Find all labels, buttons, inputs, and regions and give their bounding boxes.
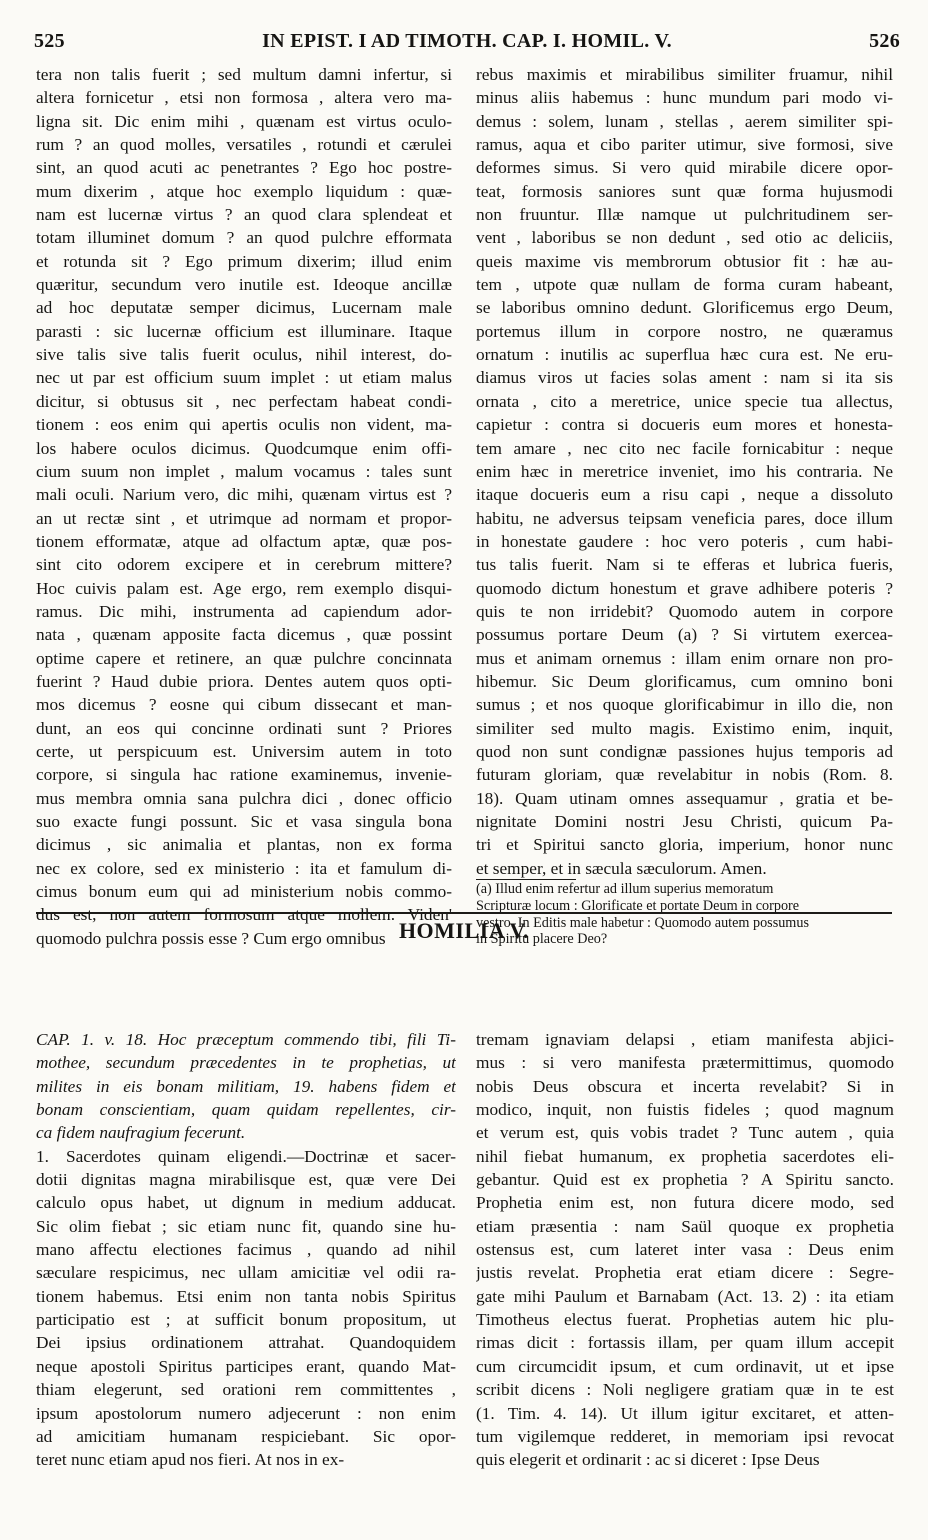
text-line: mus et animam ornemus : illam enim ornare non pro- <box>476 648 893 668</box>
text-line: mothee, secundum præcedentes in te prophetias, ut <box>36 1053 456 1073</box>
text-line: in honestate gaudere : hoc vero poteris , cum habi- <box>476 531 893 551</box>
text-line: milites in eis bonam militiam, 19. habens fidem et <box>36 1076 456 1096</box>
text-line: tem amare , nec cito nec facile fornicabitur : neque <box>476 438 893 458</box>
text-line: enim hæc in meretrice inveniet, imo his contraria. Ne <box>476 461 893 481</box>
text-line: cum circumcidit ipsum, et cum ordinavit, ut et ipse <box>476 1356 894 1376</box>
text-line: tem , utpote quæ nullam de forma curam habeant, <box>476 275 893 295</box>
text-line: possumus portare Deum (a) ? Si virtutem exercea- <box>476 625 893 645</box>
text-line: totam illuminet domum ? an quod pulchre efformata <box>36 228 452 248</box>
text-line: cimus bonum eum qui ad ministerium nobis commo- <box>36 882 452 902</box>
text-line: ramus, aqua et cibo pariter utimur, sive formosi, sive <box>476 135 893 155</box>
text-line: dicitur, si obtusus sit , nec perfectam habeat condi- <box>36 391 452 411</box>
text-line: neque apostoli Spiritus participes erant, quando Mat- <box>36 1356 456 1376</box>
text-line: nata , quænam apposite facta dicemus , quæ possint <box>36 625 452 645</box>
text-line: calculo opus habet, ut dignum in medium adducat. <box>36 1193 456 1213</box>
text-line: CAP. 1. v. 18. Hoc præceptum commendo tibi, fili Ti- <box>36 1030 456 1049</box>
page-number-left: 525 <box>34 30 65 52</box>
text-line: ca fidem naufragium fecerunt. <box>36 1123 246 1143</box>
text-line: teat, formosis saniores sunt quæ forma hujusmodi <box>476 181 893 201</box>
text-line: thiam elegerunt, sed orationi rem committentes , <box>36 1380 456 1400</box>
column-bottom-right <box>476 1028 894 1472</box>
text-line: et rotunda sit ? Ego primum dixerim; illud enim <box>36 251 452 271</box>
text-line: tremam ignaviam delapsi , etiam manifesta abjici- <box>476 1030 894 1049</box>
text-line: minus aliis habemus : hunc mundum pari modo vi- <box>476 88 893 108</box>
text-line: diamus viros ut facies solas ament : nam si ita sis <box>476 368 893 388</box>
column-top-right <box>476 63 893 880</box>
text-line: nihil fiebat humanum, ex prophetia sacerdotes eli- <box>476 1146 894 1166</box>
text-line: fuerint ? Haud dubie priora. Dentes autem quos opti- <box>36 671 452 691</box>
text-line: se laboribus omnino dedunt. Glorificemus ergo Deum, <box>476 298 893 318</box>
text-line: quis elegerit et ordinarit : ac si diceret : Ipse Deus <box>476 1450 820 1470</box>
text-line: ligna sit. Dic enim mihi , quænam est virtus oculo- <box>36 111 452 131</box>
text-line: sæculare respicimus, nec ullam amicitiæ vel odii ra- <box>36 1263 456 1283</box>
text-line: similiter sed multo magis. Existimo enim, inquit, <box>476 718 893 738</box>
text-line: Timotheus electus fuerat. Prophetias autem hic plu- <box>476 1310 894 1330</box>
text-line: suo exacte fungi possunt. Sic et vasa singula bona <box>36 812 452 831</box>
text-line: dicimus , sic animalia et plantas, non ex forma <box>36 835 452 855</box>
text-line: sint cito odorem excipere et in cerebrum mittere? <box>36 555 452 575</box>
text-line: deformes simus. Si vero quid mirabile dicere opor- <box>476 158 893 178</box>
footnote-line: in Spiritu placere Deo? <box>476 931 608 948</box>
text-line: sint, an quod acuti ac penetrantes ? Ego hoc postre- <box>36 158 452 178</box>
text-line: mano affectu electiones facimus , quando ad nihil <box>36 1240 456 1260</box>
text-line: Prophetia enim est, non futura dicere modo, sed <box>476 1193 894 1213</box>
text-line: cium suum non implet , malum vocamus : tales sunt <box>36 461 452 481</box>
text-line: Sic olim fiebat ; sic etiam nunc fit, quando sine hu- <box>36 1216 456 1236</box>
text-line: certe, ut perspicuum est. Universim autem in toto <box>36 741 452 761</box>
text-line: altera fornicetur , etsi non formosa , altera vero ma- <box>36 88 452 108</box>
text-line: dotii dignitas magna mirabilisque est, quæ vere Dei <box>36 1170 456 1190</box>
text-line: tum vigilemque redderet, in memoriam ipsi revocat <box>476 1426 894 1446</box>
text-line: sive talis sive talis fuerit oculus, nihil interest, do- <box>36 345 452 365</box>
text-line: mali oculi. Narium vero, dic mihi, quænam virtus est ? <box>36 485 452 505</box>
text-line: queis maxime vis membrorum obtusior fit : hæ au- <box>476 251 893 271</box>
running-header <box>34 30 900 62</box>
text-line: rum ? an quod molles, versatiles , rotundi et cærulei <box>36 135 452 155</box>
text-line: an ut rectæ sint , et utrimque ad normam et propor- <box>36 508 452 528</box>
text-line: Dei ipsius ordinationem attrahat. Quandoquidem <box>36 1333 456 1353</box>
text-line: ornatum : inutilis ac superflua hæc cura est. Ne eru- <box>476 345 893 365</box>
text-line: tionem habemus. Etsi enim non tanta nobis Spiritus <box>36 1286 456 1306</box>
footnote-line: vestro. In Editis male habetur : Quomodo autem possumus <box>476 914 809 931</box>
text-line: optime capere et retinere, an quæ pulchre concinnata <box>36 648 452 668</box>
page-number-right: 526 <box>869 30 900 52</box>
text-line: futuram gloriam, quæ revelabitur in nobis (Rom. 8. <box>476 765 893 785</box>
text-line: mos dicemus ? eosne qui cibum dissecant et man- <box>36 695 452 715</box>
column-top-left <box>36 63 452 950</box>
text-line: ad amicitiam humanam respiciebant. Sic opor- <box>36 1426 456 1446</box>
text-line: Hoc cuivis palam est. Age ergo, rem exemplo disqui- <box>36 578 452 598</box>
text-line: parasti : sic lucernæ officium est illuminare. Itaque <box>36 321 452 341</box>
text-line: quomodo dictum honestum et grave adhibere poteris ? <box>476 578 893 598</box>
text-line: ipsum apostolorum numero adjecerunt : non enim <box>36 1403 456 1423</box>
text-line: tionem : eos enim qui apertis oculis non vident, ma- <box>36 415 452 435</box>
text-line: los habere oculos dicimus. Quodcumque enim offi- <box>36 438 452 458</box>
text-line: nignitate Domini nostri Jesu Christi, quicum Pa- <box>476 812 893 831</box>
text-line: quis te non irridebit? Quomodo autem in corpore <box>476 601 893 621</box>
text-line: nec ut par est officium suum implet : ut etiam malus <box>36 368 452 388</box>
text-line: gebantur. Quid est ex prophetia ? A Spiritu sancto. <box>476 1170 894 1190</box>
text-line: capietur : contra si docueris eum mores et honesta- <box>476 415 893 435</box>
footnote-line: Scripturæ locum : Glorificate et portate Deum in corpore <box>476 897 800 914</box>
text-line: participatio est ; at sufficit bonum propositum, ut <box>36 1310 456 1330</box>
text-line: (1. Tim. 4. 14). Ut illum igitur excitaret, et atten- <box>476 1403 894 1423</box>
text-line: et verum est, quis vobis tradet ? Tunc autem , quia <box>476 1123 894 1143</box>
text-line: tus talis fuerit. Nam si te efferas et lubrica fueris, <box>476 555 893 575</box>
text-line: portemus illum in corpore nostro, ne quæramus <box>476 321 893 341</box>
text-line: teret nunc etiam apud nos fieri. At nos in ex- <box>36 1450 345 1470</box>
text-line: tionem efformatæ, atque ad olfactum aptæ, quæ pos- <box>36 531 452 551</box>
text-line: nam est lucernæ virtus ? an quod clara splendeat et <box>36 205 452 225</box>
text-line: bonam conscientiam, quam quidam repellentes, cir- <box>36 1100 456 1120</box>
text-line: nobis Deus obscura et incerta revelabit? Si in <box>476 1076 894 1096</box>
text-line: 1. Sacerdotes quinam eligendi.—Doctrinæ et sacer- <box>36 1146 456 1166</box>
text-line: hibemur. Sic Deum glorificamus, cum omnino boni <box>476 671 893 691</box>
running-title: IN EPIST. I AD TIMOTH. CAP. I. HOMIL. V. <box>262 30 672 52</box>
text-line: rebus maximis et mirabilibus similiter fruamur, nihil <box>476 65 893 84</box>
text-line: ornata , cito a meretrice, unice specie tua allectus, <box>476 391 893 411</box>
text-line: ramus. Dic mihi, instrumenta ad capiendum ador- <box>36 601 452 621</box>
homily-title: HOMILIA V. <box>398 918 530 943</box>
text-line: tri et Spiritui sancto gloria, imperium, honor nunc <box>476 835 893 855</box>
text-line: quæritur, secundum vero inutile est. Ideoque ancillæ <box>36 275 452 295</box>
text-line: itaque docueris eum a risu capi , neque a dissoluto <box>476 485 893 505</box>
text-line: habitu, ne adversus teipsam veneficia pares, doce illum <box>476 508 893 528</box>
column-bottom-left <box>36 1028 456 1472</box>
footnote-line: (a) Illud enim refertur ad illum superius memoratum <box>476 881 774 897</box>
text-line: mus membra omnia sana pulchra dici , donec officio <box>36 788 452 808</box>
text-line: nec ex colore, sed ex ministerio : ita et famulum di- <box>36 858 452 878</box>
text-line: scribit dicens : Noli negligere gratiam quæ in te est <box>476 1380 894 1400</box>
text-line: demus : solem, lunam , stellas , aerem similiter spi- <box>476 111 893 131</box>
text-line: 18). Quam utinam omnes assequamur , gratia et be- <box>476 788 893 808</box>
text-line: tera non talis fuerit ; sed multum damni infertur, si <box>36 65 452 84</box>
text-line: non fruuntur. Illæ namque ut pulchritudinem ser- <box>476 205 893 225</box>
text-line: mus : si vero manifesta prætermittimus, quomodo <box>476 1053 894 1073</box>
footnote-rule <box>476 879 576 880</box>
text-line: et semper, et in sæcula sæculorum. Amen. <box>476 858 767 878</box>
text-line: justis revelat. Prophetia erat etiam dicere : Segre- <box>476 1263 894 1283</box>
section-divider <box>36 912 892 914</box>
text-line: sumus ; et nos quoque glorificabimur in illo die, non <box>476 695 893 715</box>
text-line: vent , laboribus se non dedunt , sed otio ac deliciis, <box>476 228 893 248</box>
text-line: mum dixerim , atque hoc exemplo liquidum : quæ- <box>36 181 452 201</box>
text-line: ad hoc deputatæ semper dicimus, Lucernam male <box>36 298 452 318</box>
text-line: modico, inquit, non fuistis fideles ; quod magnum <box>476 1100 894 1120</box>
text-line: quod non sunt condignæ passiones hujus temporis ad <box>476 741 893 761</box>
text-line: etiam præsentia : nam Saül quoque ex prophetia <box>476 1216 894 1236</box>
text-line: dunt, an eos qui concinne ordinati sunt ? Priores <box>36 718 452 738</box>
text-line: dus est, non autem formosum atque mollem. Viden' <box>36 905 452 925</box>
text-line: quomodo pulchra possis esse ? Cum ergo omnibus <box>36 928 386 948</box>
text-line: gate mihi Paulum et Barnabam (Act. 13. 2) : ita etiam <box>476 1286 894 1306</box>
text-line: corpore, si singula hac ratione examinemus, invenie- <box>36 765 452 785</box>
text-line: rimas dicit : fortassis illam, per quam illum accepit <box>476 1333 894 1353</box>
text-line: ostensus est, cum lateret inter vasa : Deus enim <box>476 1240 894 1260</box>
